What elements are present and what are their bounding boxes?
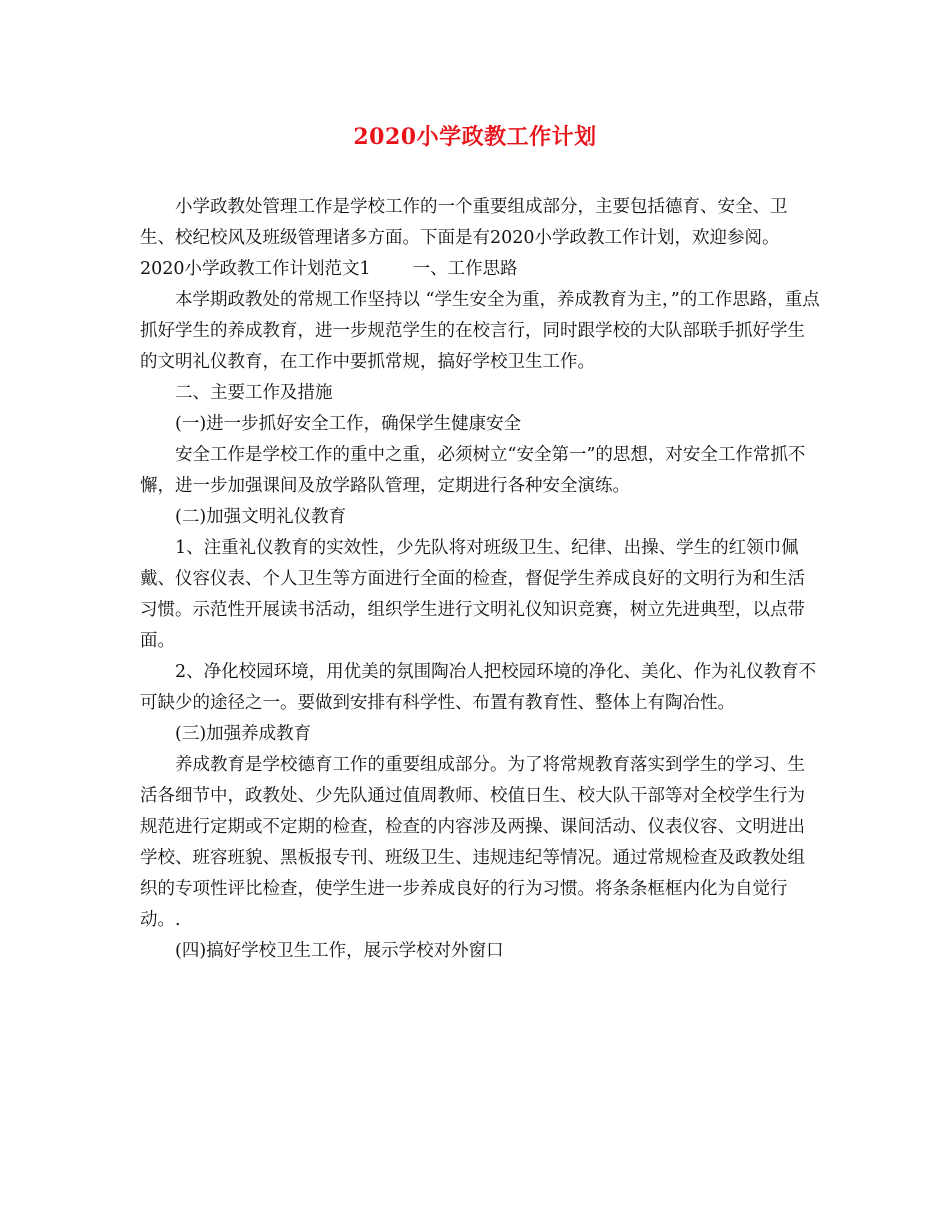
- section-heading-line: [140, 254, 820, 285]
- etiquette-paragraph-2: 2、净化校园环境，用优美的氛围陶冶人把校园环境的净化、美化、作为礼仪教育不可缺少的途径之一。要做到安排有科学性、布置有教育性、整体上有陶冶性。: [140, 662, 817, 713]
- section-heading: 2020小学政教工作计划范文1: [140, 259, 371, 279]
- safety-paragraph: 安全工作是学校工作的重中之重，必须树立“安全第一”的思想，对安全工作常抓不懈，进一步加强课间及放学路队管理，定期进行各种安全演练。: [140, 445, 806, 496]
- habits-heading: (三)加强养成教育: [175, 724, 312, 744]
- hygiene-heading: (四)搞好学校卫生工作，展示学校对外窗口: [175, 941, 504, 961]
- habits-paragraph: 养成教育是学校德育工作的重要组成部分。为了将常规教育落实到学生的学习、生活各细节中，政教处、少先队通过值周教师、校值日生、校大队干部等对全校学生行为规范进行定期或不定期的检查，检查的内容涉及两操、课间活动、仪表仪容、文明进出学校、班容班貌、黑板报专刊、班级卫生、违规违纪等情况。通过常规检查及政教处组织的专项性评比检查，使学生进一步养成良好的行为习惯。将条条框框内化为自觉行动。.: [140, 755, 805, 930]
- work-approach-paragraph: 本学期政教处的常规工作坚持以 “学生安全为重，养成教育为主，”的工作思路，重点抓好学生的养成教育，进一步规范学生的在校言行，同时跟学校的大队部联手抓好学生的文明礼仪教育，在工作中要抓常规，搞好学校卫生工作。: [140, 290, 820, 372]
- etiquette-heading: (二)加强文明礼仪教育: [175, 507, 347, 527]
- section-subheading: 一、工作思路: [412, 259, 518, 279]
- safety-heading: (一)进一步抓好安全工作，确保学生健康安全: [175, 414, 522, 434]
- etiquette-paragraph-1: 1、注重礼仪教育的实效性，少先队将对班级卫生、纪律、出操、学生的红领巾佩戴、仪容仪表、个人卫生等方面进行全面的检查，督促学生养成良好的文明行为和生活习惯。示范性开展读书活动，组织学生进行文明礼仪知识竞赛，树立先进典型，以点带面。: [140, 538, 805, 651]
- document-body: [140, 192, 820, 967]
- intro-paragraph: 小学政教处管理工作是学校工作的一个重要组成部分，主要包括德育、安全、卫生、校纪校风及班级管理诸多方面。下面是有2020小学政教工作计划，欢迎参阅。: [140, 197, 788, 248]
- document-title: 2020小学政教工作计划: [353, 124, 597, 150]
- main-measures-heading: 二、主要工作及措施: [175, 383, 333, 403]
